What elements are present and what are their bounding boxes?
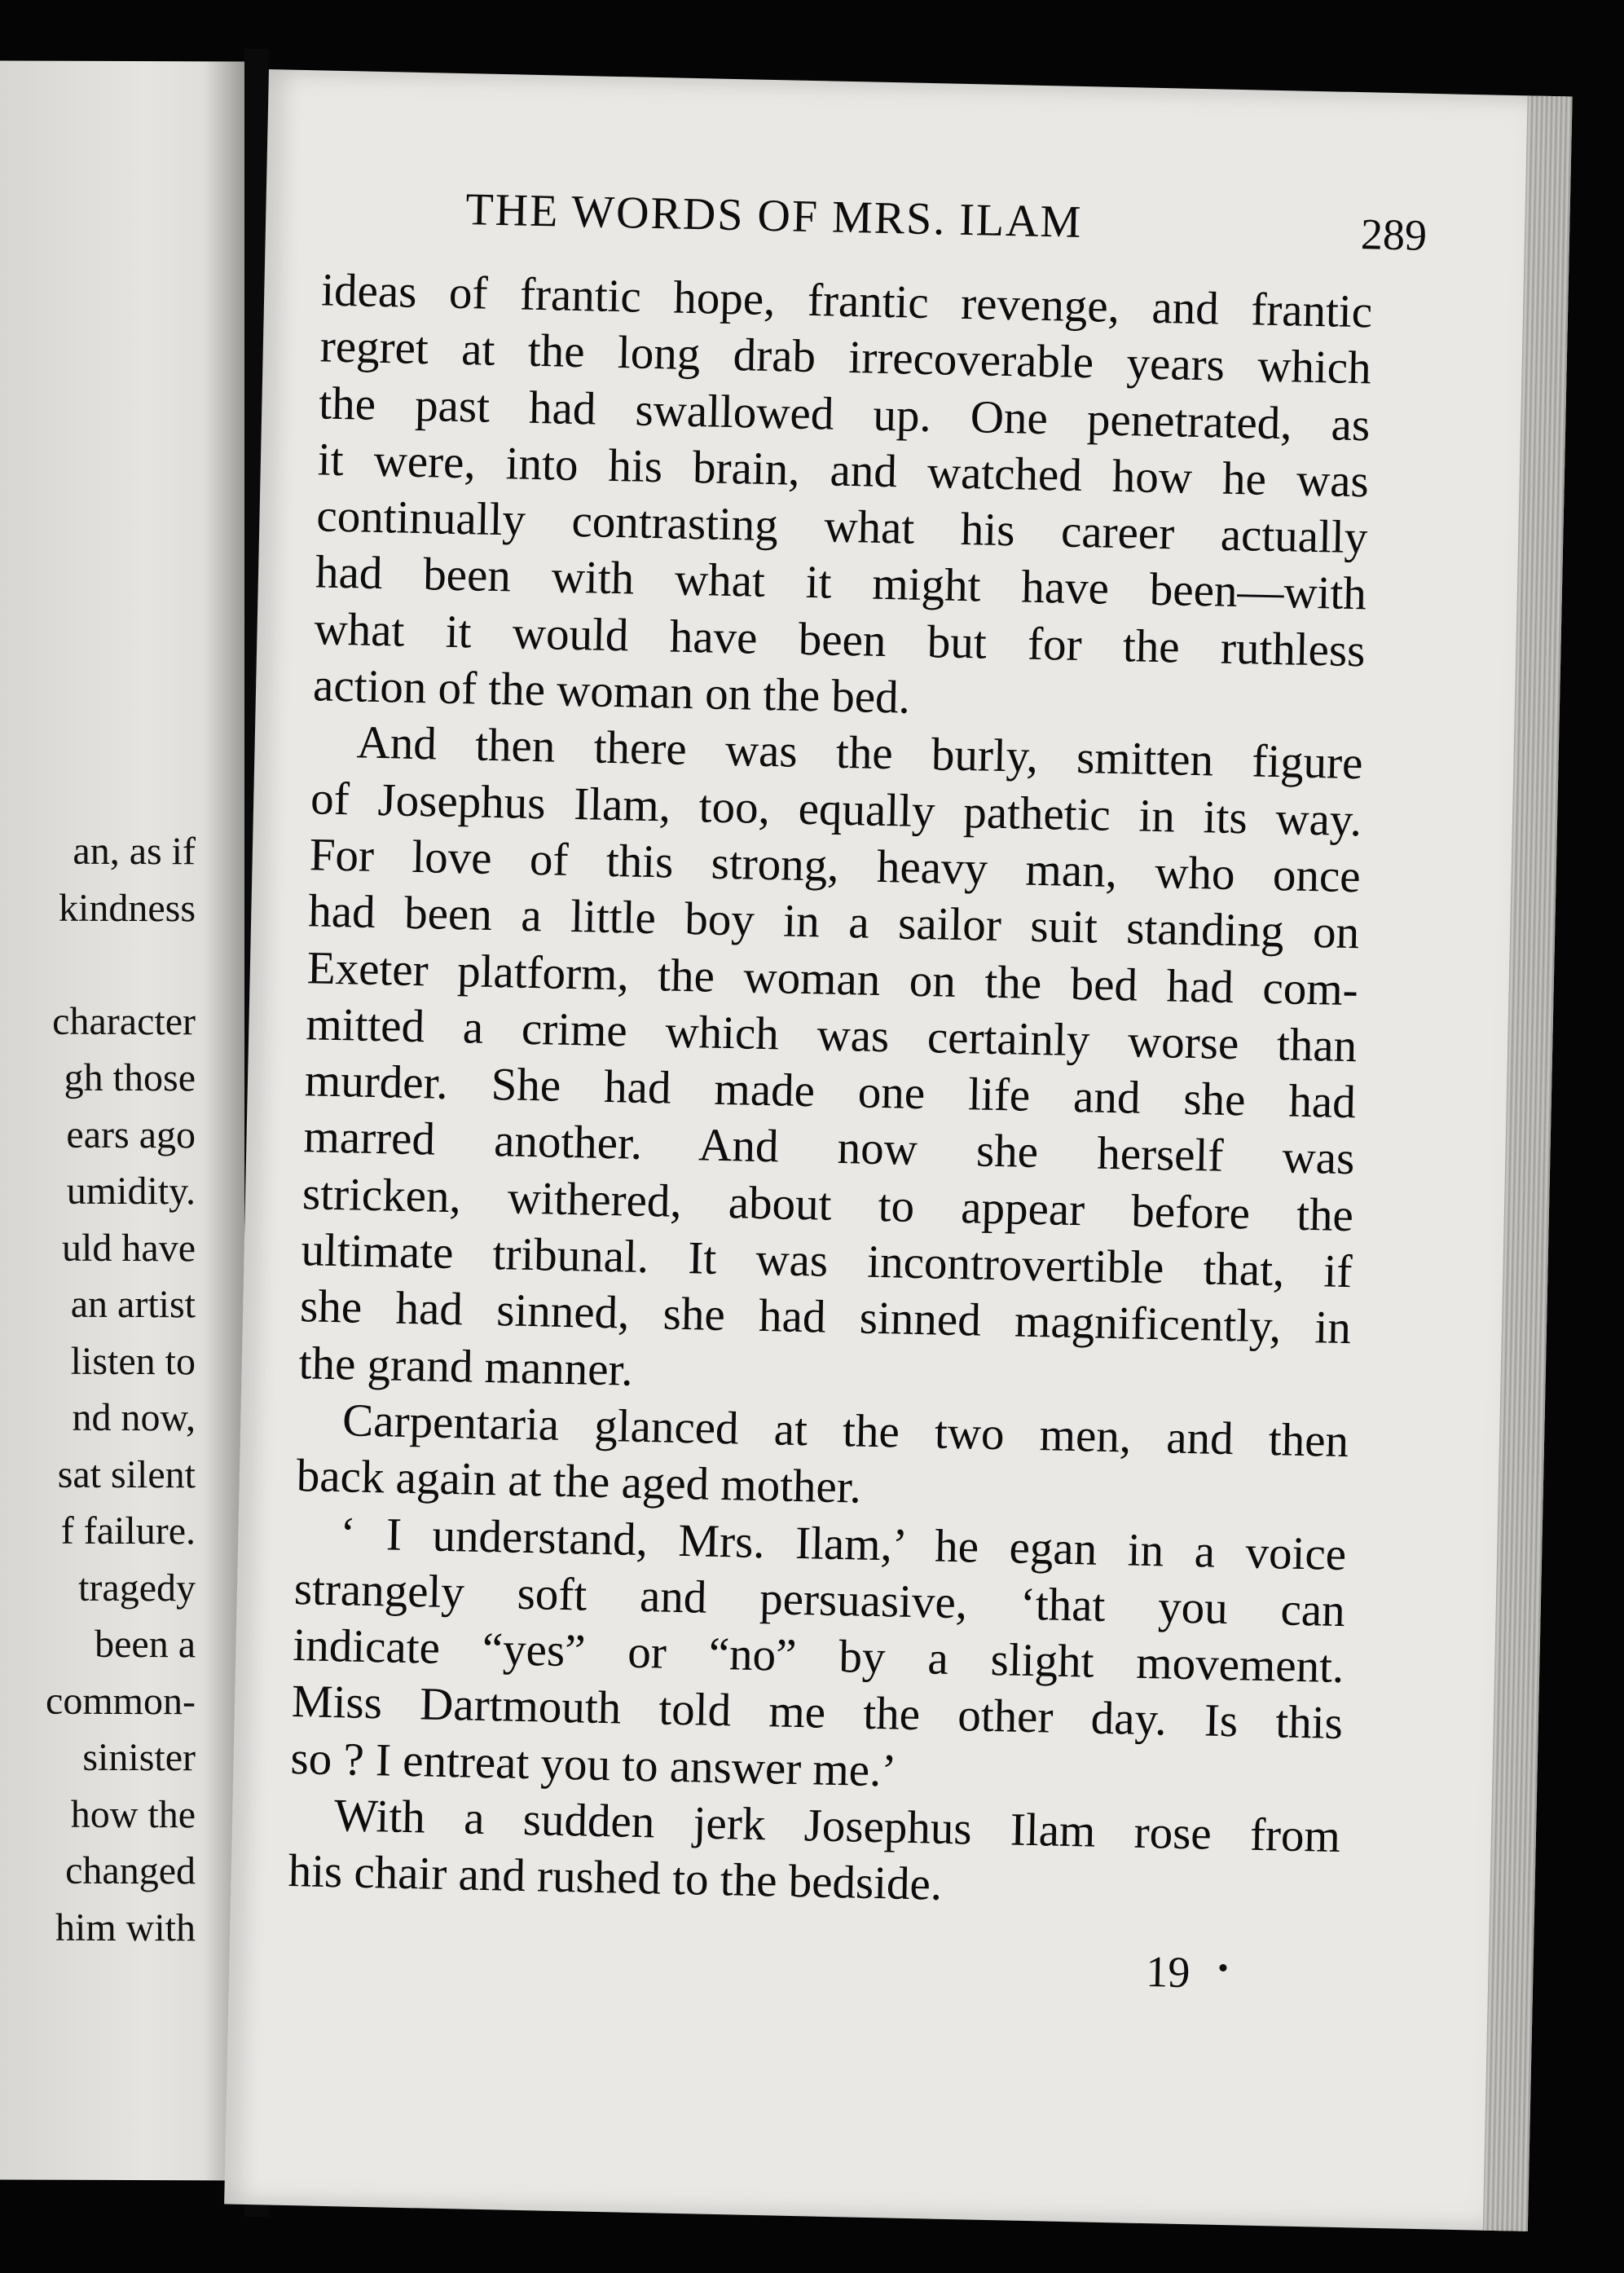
text-line: With a sudden jerk Josephus Ilam rose from	[333, 1790, 1341, 1863]
previous-page-text	[0, 822, 196, 1956]
page-block-edge	[1483, 95, 1573, 2231]
text-line: it were, into his brain, and watched how he was	[317, 434, 1370, 508]
text-line: back again at the aged mother.	[296, 1450, 862, 1513]
text-line: Miss Dartmouth told me the other day. Is this	[291, 1676, 1344, 1750]
text-line: the grand manner.	[298, 1337, 634, 1396]
text-line: his chair and rushed to the bedside.	[288, 1845, 943, 1911]
previous-page-line: kindness	[59, 886, 196, 930]
previous-page-line: uld have	[62, 1226, 196, 1270]
previous-page-line: changed	[65, 1848, 196, 1893]
previous-page-line: tragedy	[78, 1566, 196, 1610]
previous-page-line: nd now,	[72, 1395, 196, 1440]
text-line: the past had swallowed up. One penetrated, as	[318, 377, 1371, 451]
text-line: murder. She had made one life and she had	[304, 1055, 1357, 1129]
text-line: Carpentaria glanced at the two men, and then	[341, 1394, 1349, 1468]
signature-mark: 19	[1145, 1947, 1190, 1998]
text-line: strangely soft and persuasive, ‘that you can	[293, 1562, 1346, 1636]
text-line: ‘ I understand, Mrs. Ilam,’ he egan in a voice	[339, 1507, 1347, 1580]
text-line: ultimate tribunal. It was incontrovertible that, if	[301, 1224, 1353, 1298]
running-title: THE WORDS OF MRS. ILAM	[464, 184, 1083, 248]
text-line: indicate “yes” or “no” by a slight movement.	[292, 1619, 1345, 1694]
previous-page-line: an artist	[70, 1282, 196, 1327]
text-line: what it would have been but for the ruthless	[313, 603, 1367, 677]
previous-page-line: how the	[70, 1792, 196, 1836]
text-line: action of the woman on the bed.	[312, 659, 911, 724]
previous-page-line	[0, 936, 196, 993]
page-number: 289	[1360, 209, 1428, 260]
previous-page-line: character	[52, 999, 196, 1043]
text-line: stricken, withered, about to appear before the	[301, 1167, 1354, 1241]
text-line: she had sinned, she had sinned magnificently, in	[299, 1280, 1352, 1355]
ink-speck	[1219, 1964, 1226, 1971]
text-line: regret at the long drab irrecoverable years which	[319, 320, 1372, 394]
text-line: Exeter platform, the woman on the bed had com-	[306, 941, 1359, 1015]
text-line: For love of this strong, heavy man, who once	[309, 829, 1362, 903]
previous-page-line: sinister	[82, 1735, 196, 1780]
previous-page-line: gh those	[64, 1055, 196, 1100]
text-line: so ? I entreat you to answer me.’	[289, 1732, 898, 1797]
previous-page-line: ears ago	[66, 1112, 196, 1156]
previous-page-line: listen to	[70, 1339, 196, 1383]
running-head	[465, 183, 1428, 261]
current-page	[224, 69, 1573, 2231]
body-text	[288, 262, 1373, 1921]
text-line: mitted a crime which was certainly worse than	[305, 998, 1358, 1073]
text-line: had been with what it might have been—with	[315, 546, 1367, 620]
previous-page-line: f failure.	[60, 1509, 196, 1553]
text-line: marred another. And now she herself was	[302, 1111, 1355, 1185]
text-line: continually contrasting what his career actually	[315, 490, 1368, 564]
previous-page-line: sat silent	[57, 1452, 196, 1496]
previous-page-line: him with	[55, 1905, 196, 1949]
text-line: of Josephus Ilam, too, equally pathetic in its way.	[310, 772, 1362, 846]
previous-page-line: an, as if	[73, 829, 196, 874]
previous-page-line: been a	[95, 1622, 196, 1667]
text-line: And then there was the burly, smitten figure	[356, 716, 1364, 790]
previous-page-line: umidity.	[66, 1169, 196, 1214]
previous-page-line: common-	[46, 1679, 196, 1723]
text-line: had been a little boy in a sailor suit standing on	[307, 885, 1360, 959]
text-line: ideas of frantic hope, frantic revenge, and frantic	[320, 264, 1373, 338]
